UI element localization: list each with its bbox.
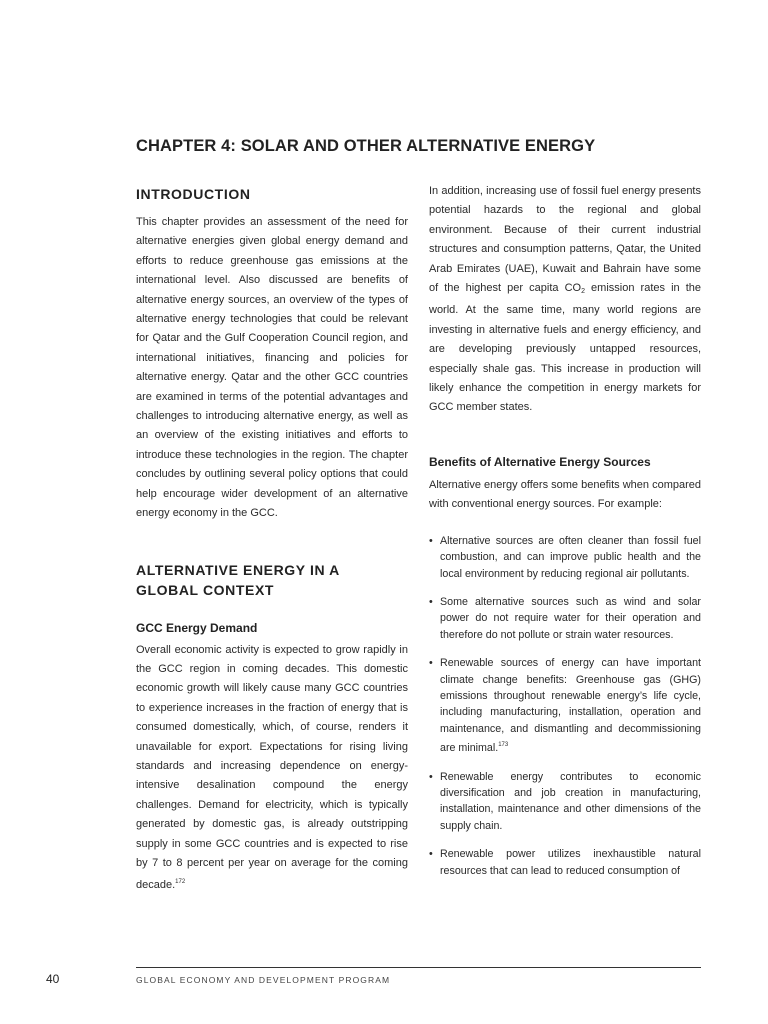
global-context-heading-line1: ALTERNATIVE ENERGY IN A: [136, 561, 340, 578]
benefits-list: [429, 533, 701, 879]
bullet-icon: •: [429, 848, 433, 861]
list-item-text: Alternative sources are often cleaner than fossil fuel combustion, and can improve public health and the local environment by reducing regional air pollutants.: [440, 534, 701, 580]
list-item-text: Renewable energy contributes to economic diversification and job creation in manufacturing, installation, maintenance and other dimensions of the supply chain.: [440, 770, 701, 832]
bullet-icon: •: [429, 595, 433, 608]
list-item-text: Renewable power utilizes inexhaustible natural resources that can lead to reduced consumption of: [440, 848, 701, 877]
gcc-energy-demand-paragraph: [136, 641, 408, 896]
fossil-fuel-text-part1: In addition, increasing use of fossil fuel energy presents potential hazards to the regional and global environment. Because of their current industrial structures and consumption patterns, Qatar, the United Arab Emirates (UAE), Kuwait and Bahrain have some of the highest per capita CO: [429, 185, 701, 295]
page-number: 40: [46, 972, 60, 986]
benefits-intro-paragraph: Alternative energy offers some benefits when compared with conventional energy sources. For example:: [429, 478, 701, 511]
list-item-text: Renewable sources of energy can have important climate change benefits: Greenhouse gas (GHG) emissions throughout renewable energy’s life cycle, including manufacturing, installation, operation and maintenance, and dismantling and decommissioning are minimal.: [440, 657, 701, 755]
right-column: [429, 182, 701, 879]
benefits-subheading: Benefits of Alternative Energy Sources: [429, 454, 651, 469]
list-item: [429, 533, 701, 582]
chapter-title: CHAPTER 4: SOLAR AND OTHER ALTERNATIVE ENERGY: [136, 137, 596, 155]
footer-divider: [136, 967, 701, 968]
global-context-heading-line2: GLOBAL CONTEXT: [136, 581, 275, 598]
left-column: [136, 184, 408, 896]
fossil-fuel-paragraph: [429, 182, 701, 418]
bullet-icon: •: [429, 657, 433, 670]
footnote-marker: 172: [175, 879, 186, 886]
gcc-energy-demand-text: Overall economic activity is expected to grow rapidly in the GCC region in coming decades. This domestic economic growth will likely cause many GCC countries to experience increases in the fraction of energy that is consumed domestically, which, of course, renders it unavailable for export. Expectations for rising living standards and increasing dependence on energy-intensive desalination compound the energy challenges. Demand for electricity, which is typically generated by domestic gas, is already outstripping supply in some GCC countries and is expected to rise by 7 to 8 percent per year on average for the coming decade.: [136, 643, 408, 892]
gcc-energy-demand-subheading: GCC Energy Demand: [136, 620, 258, 635]
co2-subscript: 2: [581, 288, 585, 296]
global-context-heading: [136, 560, 408, 600]
footer-program-name: GLOBAL ECONOMY AND DEVELOPMENT PROGRAM: [136, 975, 391, 985]
introduction-paragraph: This chapter provides an assessment of the need for alternative energies given global energy demand and efforts to reduce greenhouse gas emissions at the international level. Also discussed are benefits of alternative energy sources, an overview of the types of alternative energy technologies that could be relevant for Qatar and the Gulf Cooperation Council region, and international initiatives, financing and policies for alternative energy. Qatar and the other GCC countries are examined in terms of the potential advantages and challenges to introducing alternative energy, as well as an overview of the existing initiatives and efforts to introduce these technologies in the region. The chapter concludes by outlining several policy options that could help encourage wider development of an alternative energy economy in the GCC.: [136, 216, 408, 520]
list-item: [429, 846, 701, 879]
fossil-fuel-text-part2: emission rates in the world. At the same time, many world regions are investing in alternative fuels and energy efficiency, and are developing previously untapped resources, especially shale gas. This increase in production will likely enhance the competition in energy markets for GCC member states.: [429, 282, 702, 414]
footnote-marker: 173: [498, 742, 509, 749]
list-item: [429, 655, 701, 756]
list-item-text: Some alternative sources such as wind and solar power do not require water for their operation and therefore do not pollute or strain water resources.: [440, 595, 701, 641]
list-item: [429, 769, 701, 835]
list-item: [429, 594, 701, 643]
bullet-icon: •: [429, 770, 433, 783]
bullet-icon: •: [429, 534, 433, 547]
introduction-heading: INTRODUCTION: [136, 186, 251, 202]
